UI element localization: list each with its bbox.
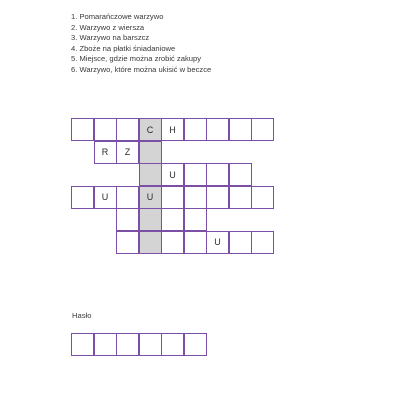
crossword-cell-r1-c4[interactable]: C [139, 118, 162, 141]
clue-2: 2. Warzywo z wiersza [71, 22, 145, 32]
haslo-cell-3[interactable] [116, 333, 139, 356]
haslo-cell-6[interactable] [184, 333, 207, 356]
clue-3: 3. Warzywo na barszcz [71, 33, 150, 43]
crossword-cell-r2-c2[interactable]: R [94, 141, 117, 164]
haslo-cell-1[interactable] [71, 333, 94, 356]
crossword-cell-r2-c3[interactable]: Z [116, 141, 139, 164]
crossword-cell-r4-c2[interactable]: U [94, 186, 117, 209]
crossword-cell-r6-c7[interactable]: U [206, 231, 229, 254]
clue-1: 1. Pomarańczowe warzywo [71, 12, 164, 21]
crossword-cell-r4-c4[interactable]: U [139, 186, 162, 209]
crossword-cell-r1-c5[interactable]: H [161, 118, 184, 141]
haslo-cell-5[interactable] [161, 333, 184, 356]
clue-4: 4. Zboże na płatki śniadaniowe [71, 43, 176, 53]
crossword-cell-r3-c5[interactable]: U [161, 163, 184, 186]
haslo-cell-4[interactable] [139, 333, 162, 356]
haslo-label: Hasło [72, 311, 92, 320]
clue-6: 6. Warzywo, które można ukisić w beczce [71, 64, 212, 74]
haslo-cell-2[interactable] [94, 333, 117, 356]
clue-5: 5. Miejsce, gdzie można zrobić zakupy [71, 54, 201, 64]
